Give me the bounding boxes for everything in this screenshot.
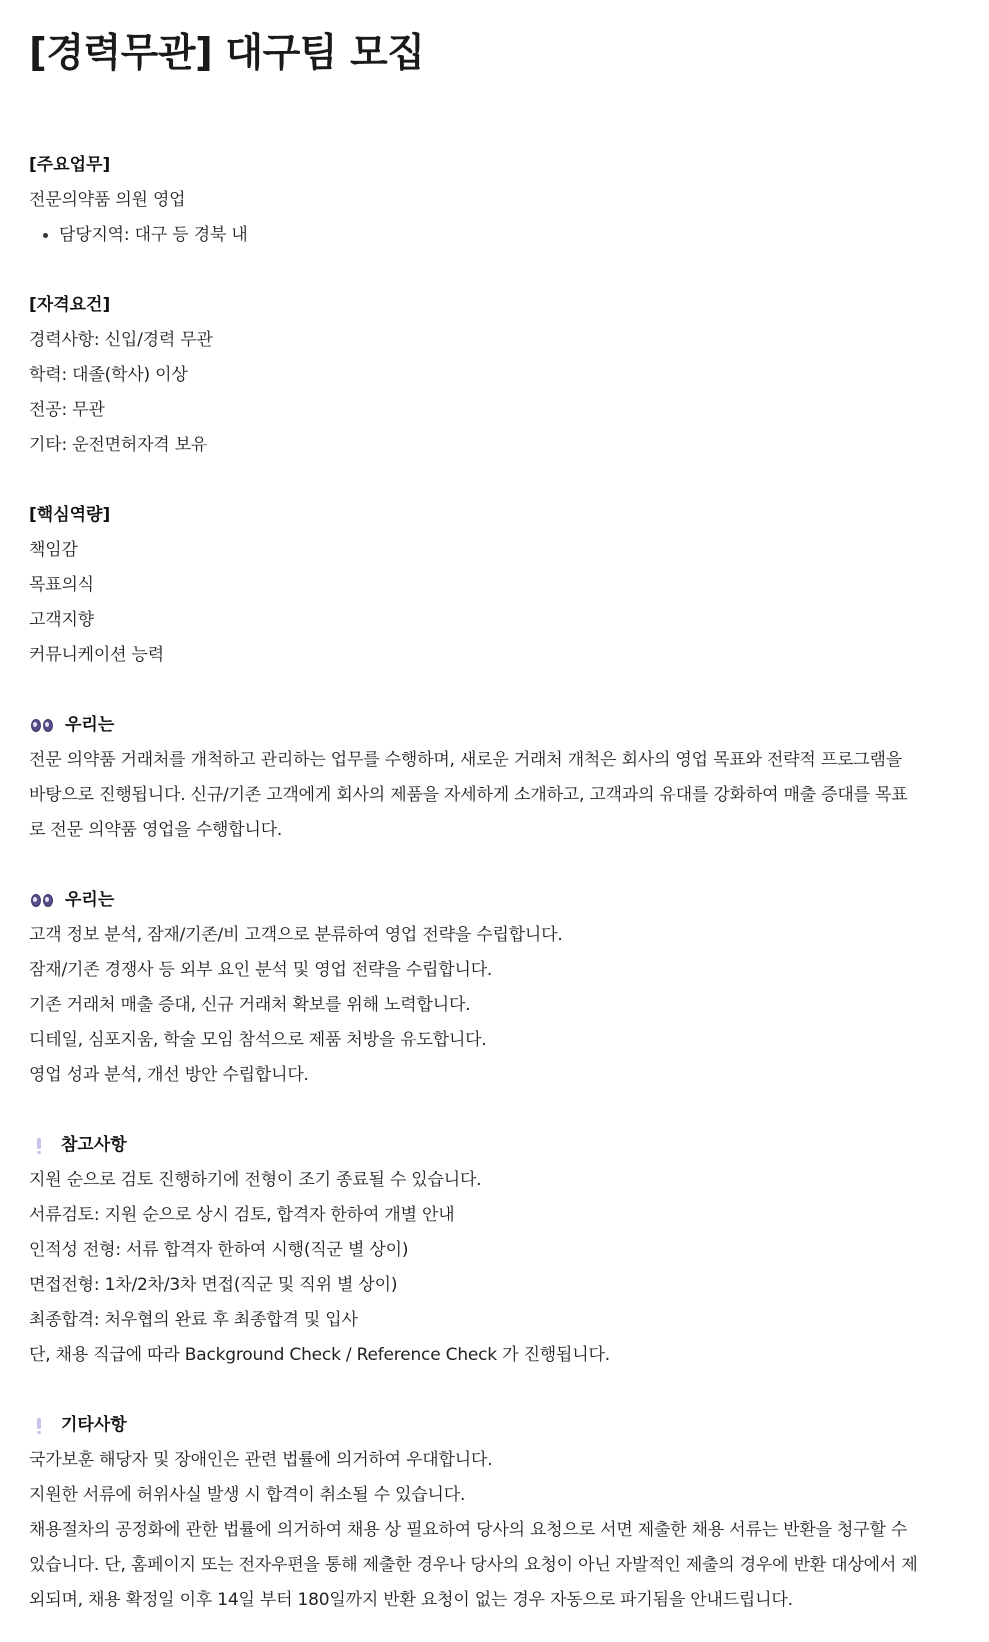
duties-heading: [주요업무] — [29, 155, 111, 175]
note-item: 서류검토: 지원 순으로 상시 검토, 합격자 한하여 개별 안내 — [29, 1205, 455, 1225]
we-are-heading — [29, 708, 969, 743]
page-title: [경력무관] 대구팀 모집 — [29, 31, 425, 76]
bullet-icon — [43, 233, 48, 238]
duties-bullet-text: 담당지역: 대구 등 경북 내 — [59, 225, 248, 245]
we-are-item: 디테일, 심포지움, 학술 모임 참석으로 제품 처방을 유도합니다. — [29, 1030, 487, 1050]
note-item: 인적성 전형: 서류 합격자 한하여 시행(직군 별 상이) — [29, 1240, 409, 1260]
other-item: 지원한 서류에 허위사실 발생 시 합격이 취소될 수 있습니다. — [29, 1485, 466, 1505]
note-item: 지원 순으로 검토 진행하기에 전형이 조기 종료될 수 있습니다. — [29, 1170, 482, 1190]
we-are-item: 잠재/기존 경쟁사 등 외부 요인 분석 및 영업 전략을 수립합니다. — [29, 960, 493, 980]
competency-item: 커뮤니케이션 능력 — [29, 645, 164, 665]
posting-content — [29, 148, 969, 1618]
competency-item: 목표의식 — [29, 575, 94, 595]
eyes-icon — [31, 894, 53, 907]
exclamation-icon — [37, 1418, 41, 1434]
we-are-paragraph-line: 바탕으로 진행됩니다. 신규/기존 고객에게 회사의 제품을 자세하게 소개하고, 고객과의 유대를 강화하여 매출 증대를 목표 — [29, 785, 908, 805]
we-are-item: 영업 성과 분석, 개선 방안 수립합니다. — [29, 1065, 309, 1085]
we-are-heading-text: 우리는 — [65, 715, 115, 735]
other-paragraph-line: 있습니다. 단, 홈페이지 또는 전자우편을 통해 제출한 경우나 당사의 요청이 아닌 자발적인 제출의 경우에 반환 대상에서 제 — [29, 1555, 918, 1575]
duties-text: 전문의약품 의원 영업 — [29, 190, 186, 210]
qualification-item: 전공: 무관 — [29, 400, 105, 420]
we-are-paragraph-line: 로 전문 의약품 영업을 수행합니다. — [29, 820, 283, 840]
other-paragraph-line: 외되며, 채용 확정일 이후 14일 부터 180일까지 반환 요청이 없는 경우 자동으로 파기됨을 안내드립니다. — [29, 1590, 793, 1610]
qualifications-heading: [자격요건] — [29, 295, 111, 315]
we-are-item: 고객 정보 분석, 잠재/기존/비 고객으로 분류하여 영업 전략을 수립합니다. — [29, 925, 563, 945]
qualification-item: 학력: 대졸(학사) 이상 — [29, 365, 188, 385]
other-item: 국가보훈 해당자 및 장애인은 관련 법률에 의거하여 우대합니다. — [29, 1450, 493, 1470]
qualification-item: 경력사항: 신입/경력 무관 — [29, 330, 213, 350]
competency-item: 고객지향 — [29, 610, 94, 630]
note-item: 최종합격: 처우협의 완료 후 최종합격 및 입사 — [29, 1310, 358, 1330]
note-item: 단, 채용 직급에 따라 Background Check / Reference Check 가 진행됩니다. — [29, 1345, 610, 1365]
we-are-item: 기존 거래처 매출 증대, 신규 거래처 확보를 위해 노력합니다. — [29, 995, 471, 1015]
other-heading — [29, 1408, 969, 1443]
we-are-heading-text: 우리는 — [65, 890, 115, 910]
we-are-paragraph-line: 전문 의약품 거래처를 개척하고 관리하는 업무를 수행하며, 새로운 거래처 개척은 회사의 영업 목표와 전략적 프로그램을 — [29, 750, 902, 770]
competency-item: 책임감 — [29, 540, 78, 560]
notes-heading-text: 참고사항 — [61, 1135, 127, 1155]
duties-bullet-item — [29, 218, 969, 253]
competencies-heading: [핵심역량] — [29, 505, 111, 525]
eyes-icon — [31, 719, 53, 732]
exclamation-icon — [37, 1138, 41, 1154]
note-item: 면접전형: 1차/2차/3차 면접(직군 및 직위 별 상이) — [29, 1275, 398, 1295]
other-heading-text: 기타사항 — [61, 1415, 127, 1435]
other-paragraph-line: 채용절차의 공정화에 관한 법률에 의거하여 채용 상 필요하여 당사의 요청으로 서면 제출한 채용 서류는 반환을 청구할 수 — [29, 1520, 908, 1540]
notes-heading — [29, 1128, 969, 1163]
qualification-item: 기타: 운전면허자격 보유 — [29, 435, 208, 455]
we-are-heading — [29, 883, 969, 918]
